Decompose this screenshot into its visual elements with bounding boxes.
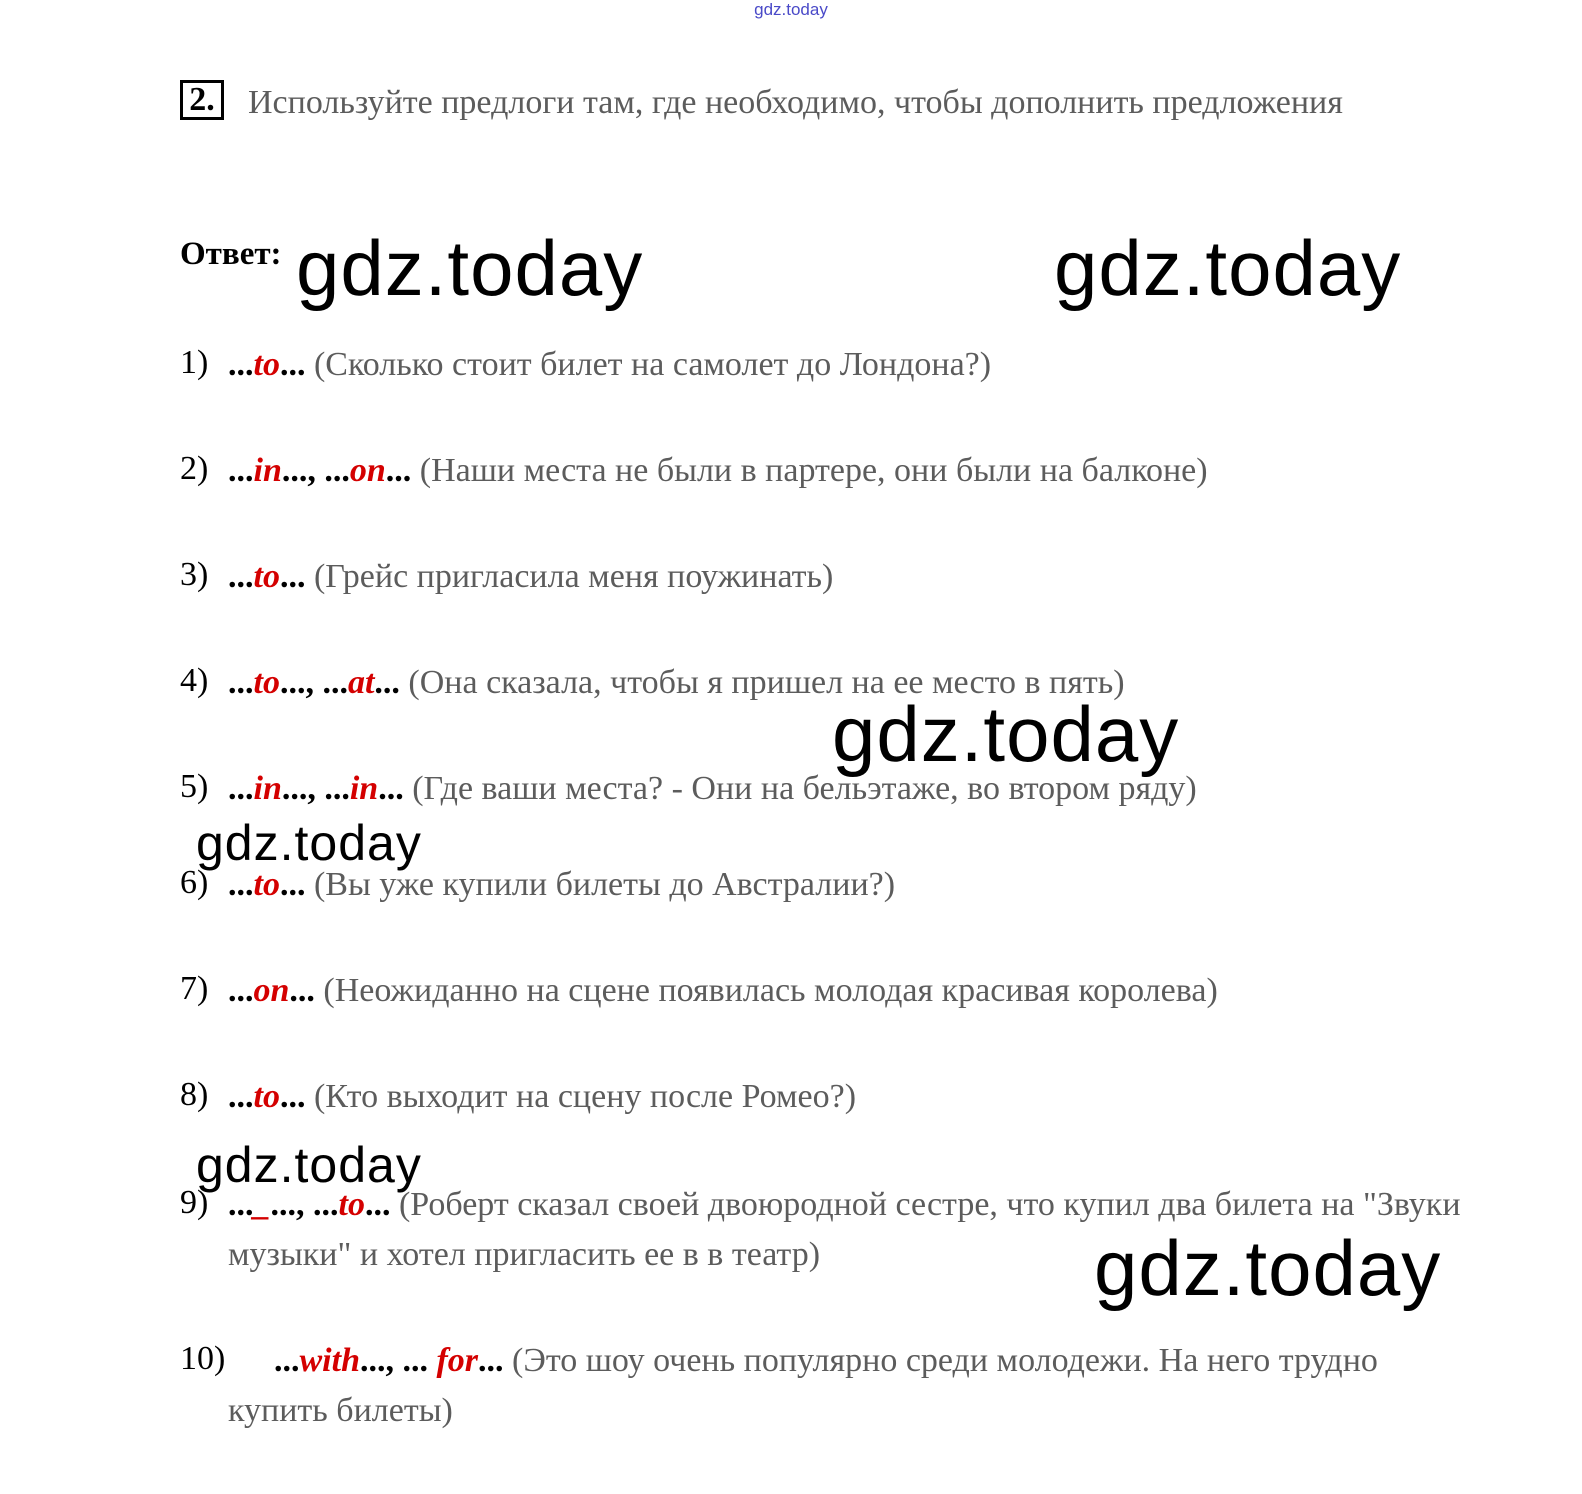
answer-line: ...in..., ...in... (Где ваши места? - Они на бельэтаже, во втором ряду) (228, 770, 1197, 807)
answer-line: ...in..., ...on... (Наши места не были в партере, они были на балконе) (228, 452, 1208, 489)
item-number: 7) (180, 970, 209, 1007)
watermark: gdz.today (1094, 1224, 1442, 1312)
translation: (Это шоу очень популярно среди молодежи. На него трудно купить билеты) (228, 1342, 1378, 1429)
translation: (Кто выходит на сцену после Ромео?) (313, 1078, 857, 1115)
translation: (Наши места не были в партере, они были на балконе) (419, 452, 1208, 489)
translation: (Роберт сказал своей двоюродной сестре, что купил два билета на "Звуки музыки" и хотел пригласить ее в в театр) (228, 1186, 1461, 1273)
translation: (Грейс пригласила меня поужинать) (313, 558, 834, 595)
watermark: gdz.today (1054, 224, 1402, 312)
watermark: gdz.today (196, 1137, 422, 1193)
item-number: 4) (180, 662, 209, 699)
item-number: 1) (180, 344, 209, 381)
answer-line: ...to... (Кто выходит на сцену после Ромео?) (228, 1078, 857, 1115)
item-number: 10) (180, 1340, 226, 1377)
watermark: gdz.today (196, 815, 422, 871)
translation: (Она сказала, чтобы я пришел на ее место в пять) (408, 664, 1125, 701)
top-watermark: gdz.today (754, 0, 828, 19)
translation: (Сколько стоит билет на самолет до Лондона?) (313, 346, 992, 383)
translation: (Вы уже купили билеты до Австралии?) (313, 866, 896, 903)
item-number: 6) (180, 864, 209, 901)
translation: (Где ваши места? - Они на бельэтаже, во втором ряду) (412, 770, 1197, 807)
answer-label: Ответ: (180, 236, 282, 272)
answer-line: ...with..., ... for... (Это шоу очень популярно среди молодежи. На него трудно купить билеты) (228, 1342, 1378, 1429)
item-number: 5) (180, 768, 209, 805)
answer-line: ...to... (Вы уже купили билеты до Австралии?) (228, 866, 896, 903)
item-number: 9) (180, 1184, 209, 1221)
answer-line: ...to..., ...at... (Она сказала, чтобы я пришел на ее место в пять) (228, 664, 1125, 701)
item-number: 3) (180, 556, 209, 593)
answer-line: ...to... (Сколько стоит билет на самолет до Лондона?) (228, 346, 992, 383)
task-number-box: 2. (180, 80, 224, 120)
item-number: 2) (180, 450, 209, 487)
task-instruction: Используйте предлоги там, где необходимо, чтобы дополнить предложения (248, 84, 1343, 121)
answer-line: ...to... (Грейс пригласила меня поужинать) (228, 558, 834, 595)
watermark: gdz.today (296, 224, 644, 312)
translation: (Неожиданно на сцене появилась молодая красивая королева) (323, 972, 1218, 1009)
item-number: 8) (180, 1076, 209, 1113)
answer-line: ...on... (Неожиданно на сцене появилась молодая красивая королева) (228, 972, 1218, 1009)
answer-line: ..._..., ...to... (Роберт сказал своей двоюродной сестре, что купил два билета на "Звуки музыки" и хотел пригласить ее в в театр) (228, 1186, 1461, 1273)
watermark: gdz.today (832, 690, 1180, 778)
